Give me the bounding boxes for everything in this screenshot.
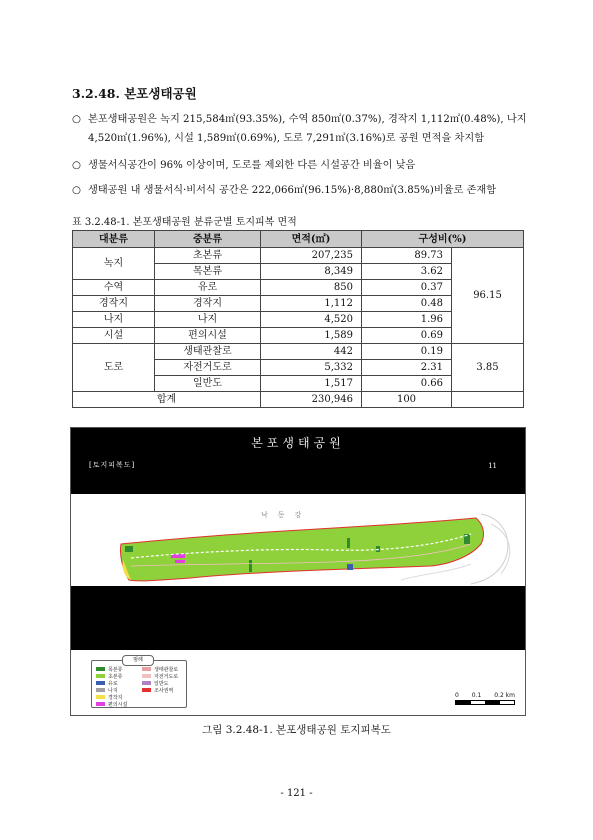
facility-patch [175,560,185,563]
cell-minor: 생태관찰로 [155,344,261,360]
header-major: 대분류 [73,231,155,248]
scale-label: 0 [455,692,459,699]
legend-label: 유로 [108,680,118,687]
legend-swatch [142,674,151,678]
legend-label: 초본류 [108,673,123,680]
legend-swatch [142,681,151,685]
legend-label: 목본류 [108,666,123,673]
cell-area: 850 [261,280,362,296]
cell-minor: 자전거도로 [155,360,261,376]
tree-patch [347,538,350,548]
cell-area: 4,520 [261,312,362,328]
legend-item [142,687,188,693]
legend-swatch [96,702,105,706]
cell-minor: 목본류 [155,264,261,280]
legend-item [96,680,142,686]
cell-minor: 경작지 [155,296,261,312]
legend-label: 조사권역 [154,687,174,694]
bullet-text: 생태공원 내 생물서식·비서식 공간은 222,066㎡(96.15%)·8,880㎡(3.85%)비율로 존재함 [88,185,497,196]
legend-label: 생태관찰로 [154,666,179,673]
legend-label: 경작지 [108,694,123,701]
bullet-item [72,156,534,175]
map-top-right-mark: 11 [488,462,497,470]
cell-ratio: 0.37 [362,280,452,296]
header-area: 면적(㎡) [261,231,362,248]
cell-ratio: 2.31 [362,360,452,376]
cell-area: 442 [261,344,362,360]
section-number: 3.2.48. [72,86,120,101]
cell-empty [452,392,524,408]
scale-label: 0.1 [471,692,482,699]
legend-item [96,701,142,707]
park-shape [71,494,525,586]
cell-ratio: 89.73 [362,248,452,264]
legend-label: 편의시설 [108,701,128,708]
legend-grid [96,666,188,707]
legend-swatch [96,674,105,678]
cell-major: 도로 [73,344,155,392]
scale-label: 0.2 km [494,692,515,699]
land-cover-map [70,427,526,716]
legend-item [96,694,142,700]
table-row [73,248,524,264]
legend-item [142,694,188,700]
map-top-left-label: [토지피복도] [89,461,136,469]
cell-major: 나지 [73,312,155,328]
cell-area: 1,112 [261,296,362,312]
header-minor: 중분류 [155,231,261,248]
cell-major: 녹지 [73,248,155,280]
cell-group-ratio: 96.15 [452,248,524,344]
legend-label: 일반도 [154,680,169,687]
bullet-mark: ○ [72,185,81,196]
figure-caption: 그림 3.2.48-1. 본포생태공원 토지피복도 [202,724,391,736]
cell-group-ratio: 3.85 [452,344,524,392]
tree-patch [249,560,252,572]
scale-labels [455,692,515,699]
legend-swatch [96,681,105,685]
cell-total-label: 합계 [73,392,261,408]
legend-swatch [142,688,151,692]
cell-area: 1,589 [261,328,362,344]
legend-item [142,673,188,679]
legend-item [142,666,188,672]
cell-area: 207,235 [261,248,362,264]
legend-label: 나지 [108,687,118,694]
cell-minor: 초본류 [155,248,261,264]
land-cover-table [72,230,524,408]
scale-bar-graphic [455,700,515,705]
map-legend [91,657,187,708]
table-row [73,344,524,360]
bullet-item [72,110,534,148]
cell-total-area: 230,946 [261,392,362,408]
cell-ratio: 0.48 [362,296,452,312]
legend-swatch [96,667,105,671]
legend-item [142,680,188,686]
page-number: - 121 - [280,788,313,799]
bullet-mark: ○ [72,114,81,125]
section-title: 본포생태공원 [124,86,197,101]
cell-minor: 나지 [155,312,261,328]
cell-major: 시설 [73,328,155,344]
legend-title: 범례 [122,655,154,666]
cell-area: 1,517 [261,376,362,392]
tree-patch [347,564,353,570]
bullet-text: 본포생태공원은 녹지 215,584㎡(93.35%), 수역 850㎡(0.37%), 경작지 1,112㎡(0.48%), 나지 [88,114,527,125]
cell-total-ratio: 100 [362,392,452,408]
scale-bar [455,692,515,708]
legend-item [142,701,188,707]
cell-ratio: 3.62 [362,264,452,280]
cell-minor: 편의시설 [155,328,261,344]
table-header-row [73,231,524,248]
tree-patch [125,546,133,552]
cell-major: 수역 [73,280,155,296]
legend-swatch [96,695,105,699]
table-total-row [73,392,524,408]
cell-ratio: 1.96 [362,312,452,328]
legend-swatch [142,667,151,671]
map-footer-band [71,586,525,650]
bullet-mark: ○ [72,160,81,171]
context-contour [491,524,510,574]
cell-major: 경작지 [73,296,155,312]
bullet-item [72,181,534,200]
legend-item [96,673,142,679]
river-label: 낙동강 [261,511,312,519]
bullet-text: 생물서식공간이 96% 이상이며, 도로를 제외한 다른 시설공간 비율이 낮음 [88,160,416,171]
cell-minor: 유로 [155,280,261,296]
cell-minor: 일반도 [155,376,261,392]
map-title: 본포생태공원 [251,436,345,450]
legend-label: 자전거도로 [154,673,179,680]
cell-ratio: 0.66 [362,376,452,392]
section-heading [72,84,197,102]
header-ratio: 구성비(%) [362,231,524,248]
cell-area: 5,332 [261,360,362,376]
legend-item [96,666,142,672]
bullet-text-continued: 4,520㎡(1.96%), 시설 1,589㎡(0.69%), 도로 7,291㎡(3.16%)로 공원 면적을 차지함 [88,133,485,144]
cell-area: 8,349 [261,264,362,280]
legend-item [96,687,142,693]
cell-ratio: 0.19 [362,344,452,360]
legend-swatch [96,688,105,692]
cell-ratio: 0.69 [362,328,452,344]
table-caption: 표 3.2.48-1. 본포생태공원 분류군별 토지피복 면적 [72,217,297,228]
